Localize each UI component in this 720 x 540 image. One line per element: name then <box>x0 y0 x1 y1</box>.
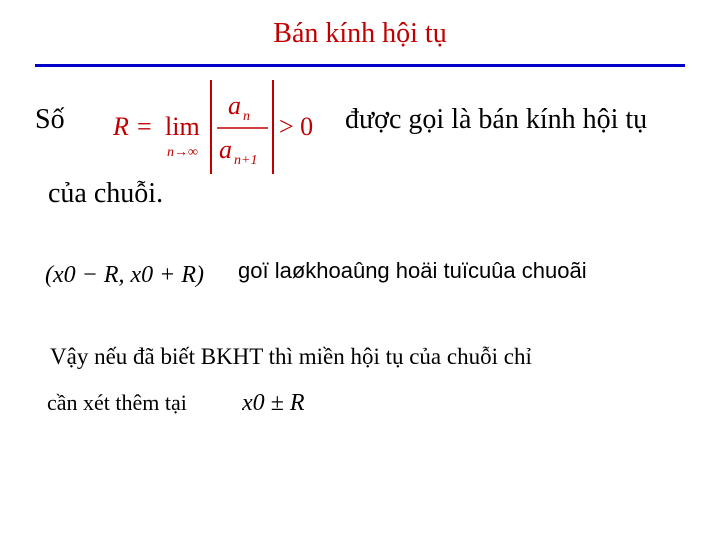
line1-prefix: Số <box>35 104 65 135</box>
formula-eq: = <box>137 112 152 141</box>
formula-numerator-sub: n <box>243 109 250 124</box>
formula-numerator: a <box>228 91 241 120</box>
formula-relation: > 0 <box>279 112 314 141</box>
endpoints-formula-text: x0 ± R <box>242 390 305 416</box>
line1-suffix: được gọi là bán kính hội tụ <box>345 104 648 135</box>
formula-denominator-sub: n+1 <box>234 153 258 168</box>
interval-formula-text: (x0 − R, x0 + R) <box>45 262 204 288</box>
formula-denominator: a <box>219 135 232 164</box>
line2-text: của chuỗi. <box>48 178 164 209</box>
endpoints-formula <box>242 382 332 426</box>
title-divider <box>35 64 685 67</box>
interval-description: goï laøkhoaûng hoäi tuïcuûa chuoãi <box>238 258 587 283</box>
slide-title: Bán kính hội tụ <box>273 18 447 49</box>
formula-lhs: R <box>113 112 129 141</box>
interval-formula <box>45 252 235 296</box>
radius-formula <box>113 78 333 176</box>
formula-lim: lim <box>165 112 200 141</box>
conclusion-line1: Vậy nếu đã biết BKHT thì miền hội tụ của chuỗi chỉ <box>50 344 532 369</box>
formula-lim-sub: n→∞ <box>167 145 198 160</box>
conclusion-line2: cần xét thêm tại <box>47 390 187 415</box>
